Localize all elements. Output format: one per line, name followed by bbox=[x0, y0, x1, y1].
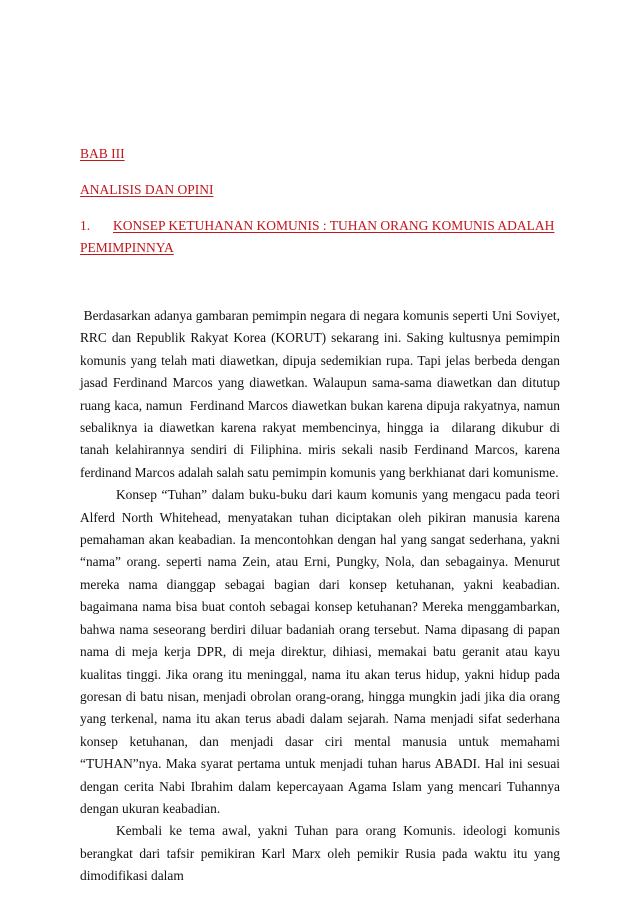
chapter-heading: BAB III bbox=[80, 146, 125, 161]
paragraph-1: Berdasarkan adanya gambaran pemimpin negara di negara komunis seperti Uni Soviyet, RRC dan Republik Rakyat Korea (KORUT) sekarang ini. Saking kultusnya pemimpin komunis yang telah mati diawetkan, dipuja sedemikian rupa. Tapi jelas berbeda dengan jasad Ferdinand Marcos yang diawetkan. Walaupun sama-sama diawetkan dan ditutup ruang kaca, namun Ferdinand Marcos diawetkan bukan karena dipuja rakyatnya, namun sebaliknya ia diawetkan karena rakyat membencinya, hingga ia dilarang dikubur di tanah kelahirannya sendiri di Filiphina. miris sekali nasib Ferdinand Marcos, karena ferdinand Marcos adalah salah satu pemimpin komunis yang berkhianat dari komunisme. bbox=[80, 308, 564, 480]
subsection-number: 1. bbox=[80, 218, 91, 233]
paragraph-3: Kembali ke tema awal, yakni Tuhan para orang Komunis. ideologi komunis berangkat dari tafsir pemikiran Karl Marx oleh pemikir Rusia pada waktu itu yang dimodifikasi dalam bbox=[80, 823, 560, 884]
subsection-heading bbox=[80, 215, 560, 259]
subsection-title: KONSEP KETUHANAN KOMUNIS : TUHAN ORANG KOMUNIS ADALAH PEMIMPINNYA bbox=[80, 218, 555, 255]
paragraph-2: Konsep “Tuhan” dalam buku-buku dari kaum komunis yang mengacu pada teori Alferd North Whitehead, menyatakan tuhan diciptakan oleh pikiran manusia karena pemahaman akan keabadian. Ia mencontohkan dengan hal yang sangat sederhana, yakni “nama” orang. seperti nama Zein, atau Erni, Pungky, Nola, dan sebagainya. Menurut mereka nama dianggap sebagai bagian dari konsep ketuhanan, yakni keabadian. bagaimana nama bisa buat contoh sebagai konsep ketuhanan? Mereka menggambarkan, bahwa nama seseorang berdiri diluar badaniah orang tersebut. Nama dipasang di papan nama di meja kerja DPR, di meja direktur, dihiasi, memakai batu geranit atau kayu kualitas tinggi. Jika orang itu meninggal, nama itu akan terus hidup, yakni hidup pada goresan di batu nisan, menjadi obrolan orang-orang, hingga mungkin jadi jika dia orang yang terkenal, nama itu akan terus abadi dalam sejarah. Nama menjadi sifat sederhana konsep ketuhanan, dan menjadi dasar ciri mental manusia untuk memahami “TUHAN”nya. Maka syarat pertama untuk menjadi tuhan harus ABADI. Hal ini sesuai dengan cerita Nabi Ibrahim dalam kepercayaan Agama Islam yang mencari Tuhannya dengan ukuran keabadian. bbox=[80, 487, 560, 816]
page-content bbox=[80, 143, 564, 888]
section-gap bbox=[80, 259, 560, 305]
section-heading: ANALISIS DAN OPINI bbox=[80, 182, 214, 197]
